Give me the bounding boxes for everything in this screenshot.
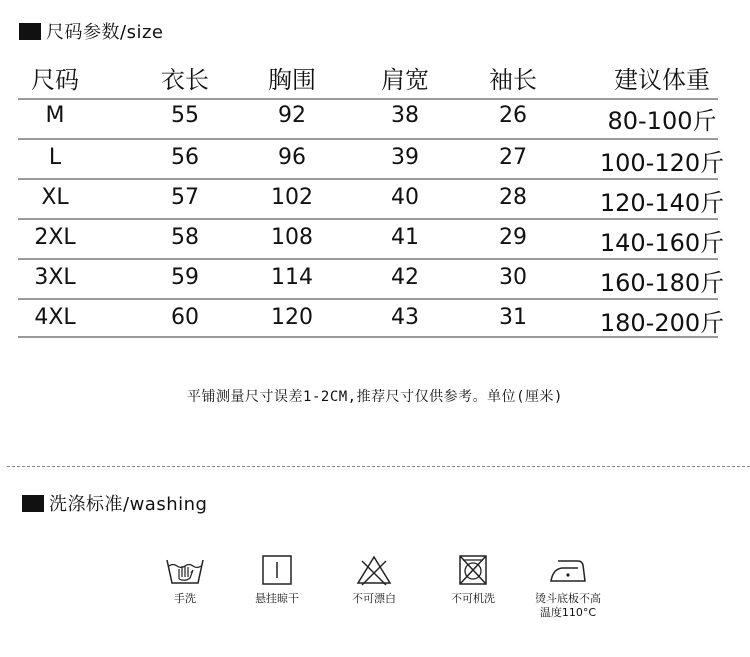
iron-icon bbox=[548, 553, 588, 587]
table-cell: 96 bbox=[278, 145, 306, 170]
care-label: 悬挂晾干 bbox=[255, 592, 299, 605]
table-header-cell: 尺码 bbox=[31, 66, 79, 94]
table-cell: 56 bbox=[171, 145, 199, 170]
table-cell: 30 bbox=[499, 265, 527, 290]
table-cell: 39 bbox=[391, 145, 419, 170]
measurement-note: 平铺测量尺寸误差1-2CM,推荐尺寸仅供参考。单位(厘米) bbox=[187, 389, 563, 405]
table-cell: 41 bbox=[391, 225, 419, 250]
washing-section-header bbox=[22, 490, 207, 516]
table-cell: 42 bbox=[391, 265, 419, 290]
table-cell: 120-140斤 bbox=[599, 189, 725, 217]
table-cell: 120 bbox=[271, 305, 313, 330]
care-item-no-bleach bbox=[324, 553, 424, 606]
table-cell: 140-160斤 bbox=[599, 229, 725, 257]
care-item-hand-wash bbox=[135, 553, 235, 606]
care-label bbox=[518, 592, 618, 620]
section-marker bbox=[22, 495, 44, 512]
table-cell: 102 bbox=[271, 185, 313, 210]
table-cell: 38 bbox=[391, 103, 419, 128]
size-section-title: 尺码参数/size bbox=[46, 22, 164, 43]
table-cell: 31 bbox=[499, 305, 527, 330]
table-cell: 60 bbox=[171, 305, 199, 330]
size-label-cell: 2XL bbox=[34, 225, 76, 250]
table-row-divider bbox=[18, 298, 718, 300]
size-label-cell: 3XL bbox=[34, 265, 76, 290]
size-label-cell: 4XL bbox=[34, 305, 76, 330]
table-header-cell: 衣长 bbox=[161, 66, 209, 94]
table-row-divider bbox=[18, 178, 718, 180]
care-label-text: 烫斗底板不高 温度110°C bbox=[535, 592, 601, 619]
table-row-divider bbox=[18, 138, 718, 140]
hand-wash-icon bbox=[165, 553, 205, 587]
table-cell: 92 bbox=[278, 103, 306, 128]
table-cell: 180-200斤 bbox=[599, 309, 725, 337]
size-label-cell: XL bbox=[41, 185, 69, 210]
table-cell: 28 bbox=[499, 185, 527, 210]
table-cell: 108 bbox=[271, 225, 313, 250]
no-bleach-icon bbox=[354, 553, 394, 587]
table-cell: 58 bbox=[171, 225, 199, 250]
no-machine-wash-icon bbox=[453, 553, 493, 587]
table-cell: 26 bbox=[499, 103, 527, 128]
care-label: 不可机洗 bbox=[451, 592, 495, 605]
care-label: 手洗 bbox=[174, 592, 196, 605]
table-header-cell: 袖长 bbox=[489, 66, 537, 94]
table-cell: 80-100斤 bbox=[607, 107, 717, 135]
table-cell: 29 bbox=[499, 225, 527, 250]
table-cell: 57 bbox=[171, 185, 199, 210]
size-label-cell: L bbox=[48, 145, 62, 170]
hang-dry-icon bbox=[257, 553, 297, 587]
table-row-divider bbox=[18, 218, 718, 220]
table-cell: 55 bbox=[171, 103, 199, 128]
size-section-header bbox=[19, 18, 163, 44]
size-label-cell: M bbox=[45, 103, 65, 128]
table-cell: 40 bbox=[391, 185, 419, 210]
table-header-cell: 肩宽 bbox=[381, 66, 429, 94]
care-label: 不可漂白 bbox=[352, 592, 396, 605]
care-item-iron bbox=[518, 553, 618, 620]
section-divider bbox=[7, 466, 750, 467]
table-cell: 27 bbox=[499, 145, 527, 170]
table-cell: 59 bbox=[171, 265, 199, 290]
table-header-cell: 胸围 bbox=[268, 66, 316, 94]
care-item-hang-dry bbox=[227, 553, 327, 606]
table-cell: 114 bbox=[271, 265, 313, 290]
washing-section-title: 洗涤标准/washing bbox=[49, 494, 208, 515]
section-marker bbox=[19, 23, 41, 40]
table-header-cell: 建议体重 bbox=[614, 66, 710, 94]
table-row-divider bbox=[18, 258, 718, 260]
table-cell: 160-180斤 bbox=[599, 269, 725, 297]
table-row-divider bbox=[18, 98, 718, 100]
care-item-no-machine-wash bbox=[423, 553, 523, 606]
table-cell: 43 bbox=[391, 305, 419, 330]
table-cell: 100-120斤 bbox=[599, 149, 725, 177]
